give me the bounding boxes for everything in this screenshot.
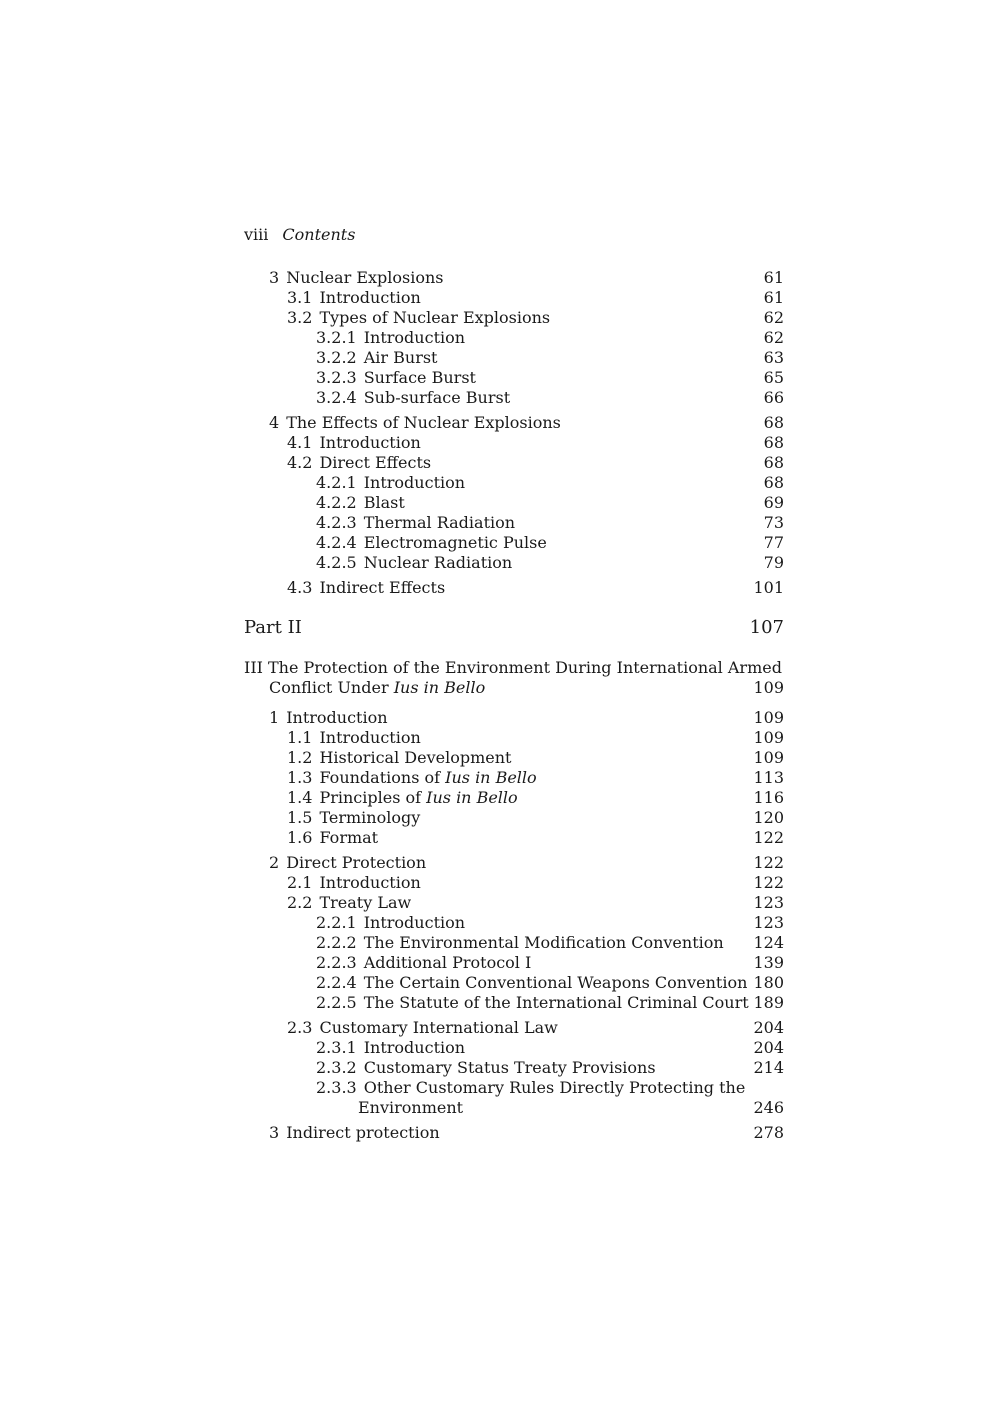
toc-page-number: 73 xyxy=(763,513,784,532)
toc-entry-4-3[interactable]: 4.3 Indirect Effects xyxy=(287,578,446,597)
toc-entry-2[interactable]: 2 Direct Protection xyxy=(269,853,427,872)
toc-entry-4-2-5[interactable]: 4.2.5 Nuclear Radiation xyxy=(316,553,513,572)
toc-page-number: 68 xyxy=(763,413,784,432)
toc-page-number: 66 xyxy=(763,388,784,407)
toc-chapter-III-line2[interactable]: Conflict Under Ius in Bello xyxy=(269,678,486,697)
toc-page-number: 62 xyxy=(763,308,784,327)
toc-page-number: 109 xyxy=(753,748,784,767)
toc-page-number: 68 xyxy=(763,453,784,472)
toc-entry-3-indirect[interactable]: 3 Indirect protection xyxy=(269,1123,440,1142)
toc-page-number: 180 xyxy=(753,973,784,992)
toc-page-number: 116 xyxy=(753,788,784,807)
toc-page-number: 139 xyxy=(753,953,784,972)
toc-page-number: 62 xyxy=(763,328,784,347)
toc-page-number: 124 xyxy=(753,933,784,952)
toc-entry-4-2-3[interactable]: 4.2.3 Thermal Radiation xyxy=(316,513,516,532)
toc-entry-2-3-3[interactable]: 2.3.3 Other Customary Rules Directly Protecting the xyxy=(316,1078,746,1097)
toc-page-number: 122 xyxy=(753,873,784,892)
toc-entry-4-2-4[interactable]: 4.2.4 Electromagnetic Pulse xyxy=(316,533,547,552)
toc-entry-2-2-5[interactable]: 2.2.5 The Statute of the International Criminal Court xyxy=(316,993,749,1012)
toc-chapter-III[interactable]: III The Protection of the Environment During International Armed xyxy=(244,658,782,677)
toc-page-number: 65 xyxy=(763,368,784,387)
toc-entry-4-2[interactable]: 4.2 Direct Effects xyxy=(287,453,432,472)
toc-page-number: 122 xyxy=(753,853,784,872)
toc-page-number: 61 xyxy=(763,268,784,287)
toc-page-number: 189 xyxy=(753,993,784,1012)
toc-entry-3-2-3[interactable]: 3.2.3 Surface Burst xyxy=(316,368,476,387)
toc-entry-1-5[interactable]: 1.5 Terminology xyxy=(287,808,421,827)
toc-page-number: 107 xyxy=(749,617,784,638)
toc-page-number: 101 xyxy=(753,578,784,597)
toc-entry-1-6[interactable]: 1.6 Format xyxy=(287,828,379,847)
toc-page-number: 123 xyxy=(753,893,784,912)
toc-page-number: 61 xyxy=(763,288,784,307)
toc-entry-2-2[interactable]: 2.2 Treaty Law xyxy=(287,893,412,912)
toc-page-number: 69 xyxy=(763,493,784,512)
toc-page-number: 204 xyxy=(753,1038,784,1057)
toc-entry-2-3[interactable]: 2.3 Customary International Law xyxy=(287,1018,558,1037)
toc-entry-4-2-2[interactable]: 4.2.2 Blast xyxy=(316,493,405,512)
toc-part-2[interactable]: Part II xyxy=(244,617,302,638)
toc-entry-4-2-1[interactable]: 4.2.1 Introduction xyxy=(316,473,466,492)
toc-entry-1[interactable]: 1 Introduction xyxy=(269,708,388,727)
toc-page-number: 79 xyxy=(763,553,784,572)
toc-page-number: 68 xyxy=(763,433,784,452)
page-number: viii xyxy=(244,225,269,244)
toc-entry-2-2-4[interactable]: 2.2.4 The Certain Conventional Weapons Convention xyxy=(316,973,748,992)
toc-page-number: 109 xyxy=(753,678,784,697)
toc-page-number: 204 xyxy=(753,1018,784,1037)
toc-entry-2-3-3-line2[interactable]: Environment xyxy=(358,1098,464,1117)
toc-entry-4-1[interactable]: 4.1 Introduction xyxy=(287,433,421,452)
toc-page-number: 109 xyxy=(753,728,784,747)
toc-entry-3-2-1[interactable]: 3.2.1 Introduction xyxy=(316,328,466,347)
toc-entry-2-2-1[interactable]: 2.2.1 Introduction xyxy=(316,913,466,932)
toc-entry-3-2-4[interactable]: 3.2.4 Sub-surface Burst xyxy=(316,388,511,407)
toc-page-number: 77 xyxy=(763,533,784,552)
toc-page-number: 122 xyxy=(753,828,784,847)
toc-page-number: 246 xyxy=(753,1098,784,1117)
toc-page-number: 214 xyxy=(753,1058,784,1077)
toc-entry-3[interactable]: 3 Nuclear Explosions xyxy=(269,268,444,287)
running-title: Contents xyxy=(282,225,356,244)
toc-entry-2-2-2[interactable]: 2.2.2 The Environmental Modification Convention xyxy=(316,933,724,952)
toc-entry-4[interactable]: 4 The Effects of Nuclear Explosions xyxy=(269,413,561,432)
toc-page-number: 68 xyxy=(763,473,784,492)
toc-entry-2-3-1[interactable]: 2.3.1 Introduction xyxy=(316,1038,466,1057)
toc-entry-2-3-2[interactable]: 2.3.2 Customary Status Treaty Provisions xyxy=(316,1058,656,1077)
toc-entry-3-2-2[interactable]: 3.2.2 Air Burst xyxy=(316,348,438,367)
toc-entry-3-1[interactable]: 3.1 Introduction xyxy=(287,288,421,307)
toc-page-number: 120 xyxy=(753,808,784,827)
toc-page-number: 123 xyxy=(753,913,784,932)
toc-page-number: 278 xyxy=(753,1123,784,1142)
toc-entry-3-2[interactable]: 3.2 Types of Nuclear Explosions xyxy=(287,308,551,327)
toc-entry-1-3[interactable]: 1.3 Foundations of Ius in Bello xyxy=(287,768,537,787)
toc-entry-2-2-3[interactable]: 2.2.3 Additional Protocol I xyxy=(316,953,532,972)
toc-entry-1-2[interactable]: 1.2 Historical Development xyxy=(287,748,512,767)
toc-entry-1-4[interactable]: 1.4 Principles of Ius in Bello xyxy=(287,788,518,807)
toc-page-number: 63 xyxy=(763,348,784,367)
toc-entry-2-1[interactable]: 2.1 Introduction xyxy=(287,873,421,892)
toc-page-number: 109 xyxy=(753,708,784,727)
toc-page-number: 113 xyxy=(753,768,784,787)
toc-entry-1-1[interactable]: 1.1 Introduction xyxy=(287,728,421,747)
